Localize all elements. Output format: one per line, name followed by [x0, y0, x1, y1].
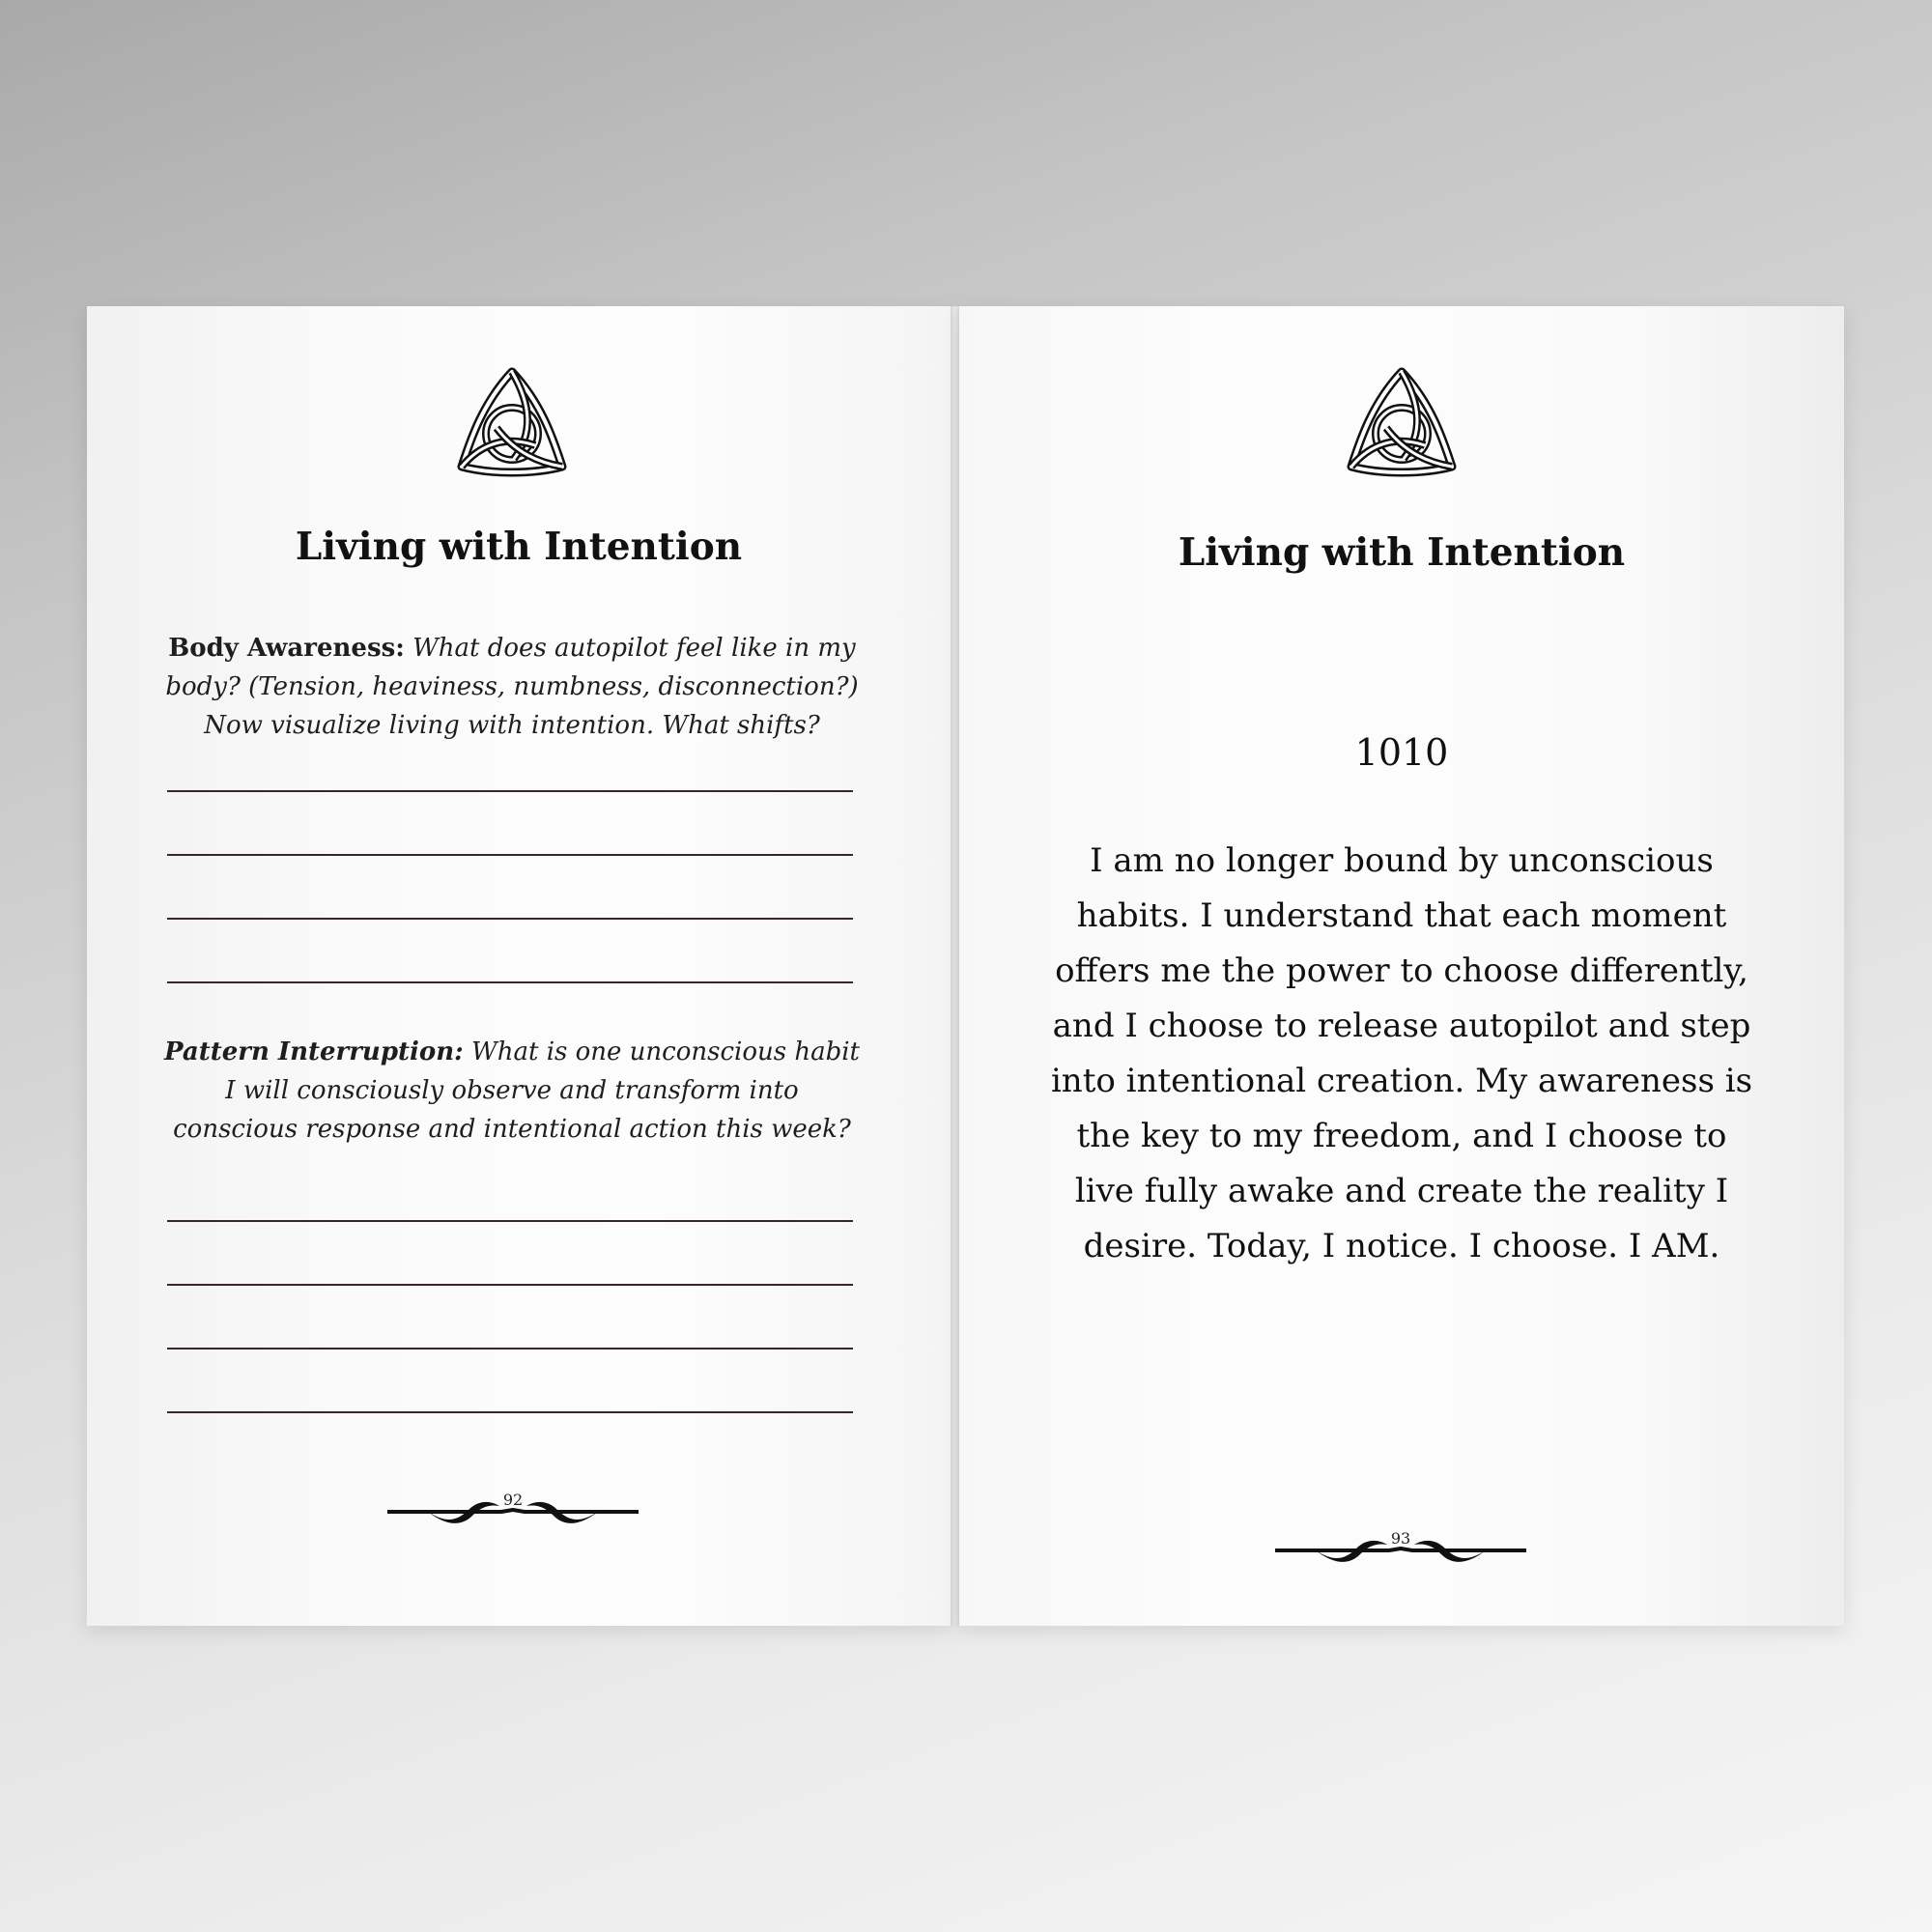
page-title: Living with Intention — [295, 525, 743, 569]
book-gutter — [951, 306, 959, 1626]
affirmation-text: I am no longer bound by unconscious habits. I understand that each moment offers me the power to choose differently, and I choose to release autopilot and step into intentional creation. My awareness is the key to my freedom, and I choose to live fully awake and create the reality I desire. Today, I notice. I choose. I AM. — [1050, 841, 1753, 1265]
page-number: 92 — [502, 1491, 524, 1509]
left-page — [87, 306, 951, 1626]
writing-line[interactable] — [167, 854, 853, 856]
page-title: Living with Intention — [1178, 530, 1626, 575]
triquetra-knot-icon — [452, 366, 572, 486]
page-footer — [387, 1491, 639, 1533]
writing-line[interactable] — [167, 1348, 853, 1350]
page-number: 93 — [1390, 1529, 1411, 1548]
writing-line[interactable] — [167, 1220, 853, 1222]
page-footer — [1275, 1529, 1526, 1572]
writing-line[interactable] — [167, 918, 853, 920]
triquetra-knot-icon — [1342, 366, 1462, 486]
writing-line[interactable] — [167, 790, 853, 792]
prompt-pattern-interruption — [164, 1033, 860, 1149]
writing-line[interactable] — [167, 1411, 853, 1413]
prompt-label: Body Awareness: — [168, 634, 405, 663]
prompt-body-awareness — [164, 629, 860, 745]
book-spread — [87, 306, 1845, 1626]
writing-line[interactable] — [167, 981, 853, 983]
writing-line[interactable] — [167, 1284, 853, 1286]
number-heading: 1010 — [1354, 731, 1449, 774]
prompt-question: What does autopilot feel like in my body? (Tension, heaviness, numbness, disconnection?) Now visualize living with intention. What shifts? — [165, 634, 859, 740]
right-page — [959, 306, 1844, 1626]
prompt-question: What is one unconscious habit I will consciously observe and transform into conscious response and intentional action this week? — [173, 1037, 860, 1144]
prompt-label: Pattern Interruption: — [164, 1037, 464, 1066]
